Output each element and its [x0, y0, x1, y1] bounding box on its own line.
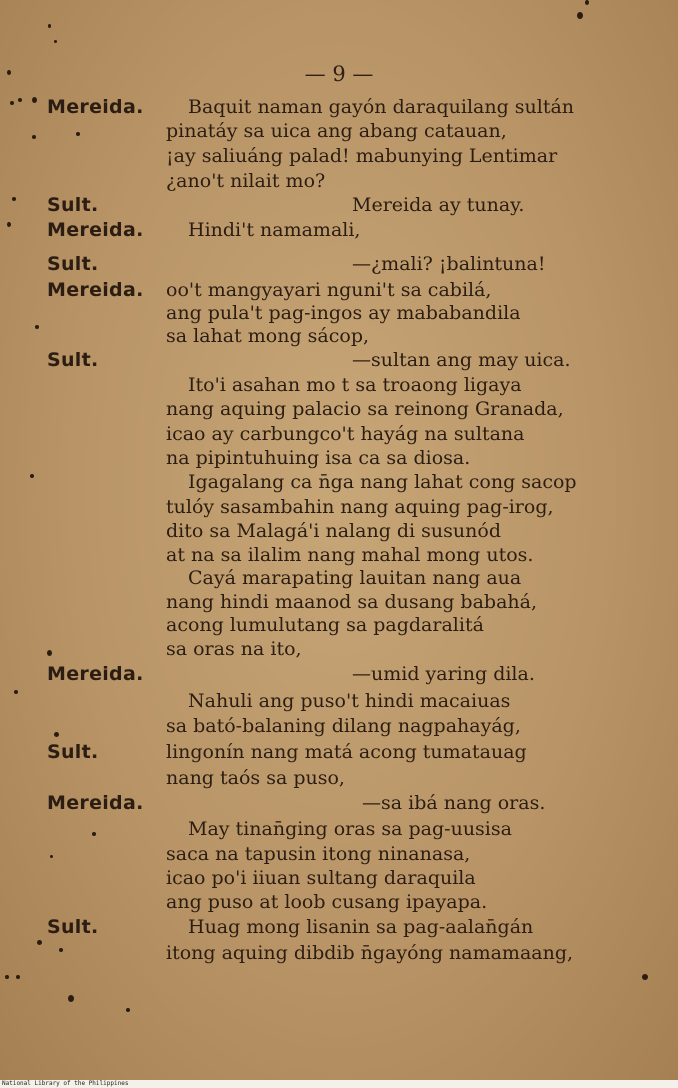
verse-line: tulóy sasambahin nang aquing pag-irog, — [166, 496, 554, 518]
verse-line: —¿mali? ¡balintuna! — [352, 253, 546, 275]
ink-speck — [32, 135, 36, 139]
ink-speck — [54, 40, 57, 43]
verse-line: pinatáy sa uica ang abang catauan, — [166, 120, 507, 142]
verse-line: Huag mong lisanin sa pag-aalan̄gán — [188, 916, 534, 938]
verse-line: Baquit naman gayón daraquilang sultán — [188, 96, 575, 118]
verse-line: sa oras na ito, — [166, 638, 302, 660]
verse-line: at na sa ilalim nang mahal mong utos. — [166, 544, 534, 566]
speaker-label: Mereida. — [47, 219, 144, 241]
speaker-label: Sult. — [47, 349, 99, 371]
ink-speck — [10, 101, 14, 105]
verse-line: icao po'i iiuan sultang daraquila — [166, 867, 476, 889]
ink-speck — [76, 132, 80, 136]
ink-speck — [30, 474, 34, 478]
verse-line: —umid yaring dila. — [352, 663, 535, 685]
ink-speck — [642, 974, 648, 980]
verse-line: —sa ibá nang oras. — [362, 792, 546, 814]
ink-speck — [48, 24, 51, 28]
verse-line: May tinan̄ging oras sa pag-uusisa — [188, 818, 512, 840]
speaker-label: Sult. — [47, 253, 99, 275]
verse-line: Nahuli ang puso't hindi macaiuas — [188, 690, 511, 712]
ink-speck — [16, 975, 20, 979]
verse-line: saca na tapusin itong ninanasa, — [166, 843, 471, 865]
speaker-label: Sult. — [47, 916, 99, 938]
verse-line: ang pula't pag-ingos ay mababandila — [166, 302, 521, 324]
verse-line: Igagalang ca n̄ga nang lahat cong sacop — [188, 471, 577, 493]
ink-speck — [577, 12, 583, 19]
verse-line: sa lahat mong sácop, — [166, 325, 370, 347]
speaker-label: Mereida. — [47, 96, 144, 118]
ink-speck — [126, 1008, 130, 1012]
ink-speck — [12, 197, 16, 201]
verse-line: Mereida ay tunay. — [352, 194, 525, 216]
ink-speck — [7, 222, 11, 227]
ink-speck — [47, 650, 52, 656]
ink-speck — [59, 948, 63, 952]
verse-line: nang aquing palacio sa reinong Granada, — [166, 398, 564, 420]
ink-speck — [5, 975, 9, 979]
verse-line: oo't mangyayari nguni't sa cabilá, — [166, 279, 492, 301]
ink-speck — [50, 855, 53, 858]
ink-speck — [18, 98, 22, 102]
verse-line: ¡ay saliuáng palad! mabunying Lentimar — [166, 145, 558, 167]
verse-line: na pipintuhuing isa ca sa diosa. — [166, 447, 471, 469]
ink-speck — [54, 732, 59, 737]
verse-line: dito sa Malagá'i nalang di susunód — [166, 520, 501, 542]
ink-speck — [32, 97, 37, 103]
ink-speck — [35, 325, 39, 329]
ink-speck — [585, 0, 589, 5]
verse-line: Hindi't namamali, — [188, 219, 361, 241]
verse-line: Ito'i asahan mo t sa troaong ligaya — [188, 374, 522, 396]
ink-speck — [14, 690, 18, 694]
speaker-label: Sult. — [47, 741, 99, 763]
verse-line: nang taós sa puso, — [166, 767, 345, 789]
page-number: — 9 — — [304, 62, 374, 86]
speaker-label: Mereida. — [47, 279, 144, 301]
verse-line: ¿ano't nilait mo? — [166, 170, 326, 192]
verse-line: sa bató-balaning dilang nagpahayág, — [166, 715, 521, 737]
verse-line: —sultan ang may uica. — [352, 349, 571, 371]
ink-speck — [37, 940, 42, 945]
speaker-label: Mereida. — [47, 663, 144, 685]
ink-speck — [68, 995, 74, 1002]
speaker-label: Sult. — [47, 194, 99, 216]
verse-line: lingonín nang matá acong tumatauag — [166, 741, 527, 763]
verse-line: acong lumulutang sa pagdaralitá — [166, 614, 484, 636]
verse-line: itong aquing dibdib n̄gayóng namamaang, — [166, 942, 574, 964]
library-credit: National Library of the Philippines — [2, 1080, 129, 1087]
verse-line: nang hindi maanod sa dusang babahá, — [166, 591, 538, 613]
verse-line: Cayá marapating lauitan nang aua — [188, 567, 522, 589]
speaker-label: Mereida. — [47, 792, 144, 814]
ink-speck — [92, 832, 96, 836]
verse-line: icao ay carbungco't hayág na sultana — [166, 423, 525, 445]
verse-line: ang puso at loob cusang ipayapa. — [166, 891, 488, 913]
